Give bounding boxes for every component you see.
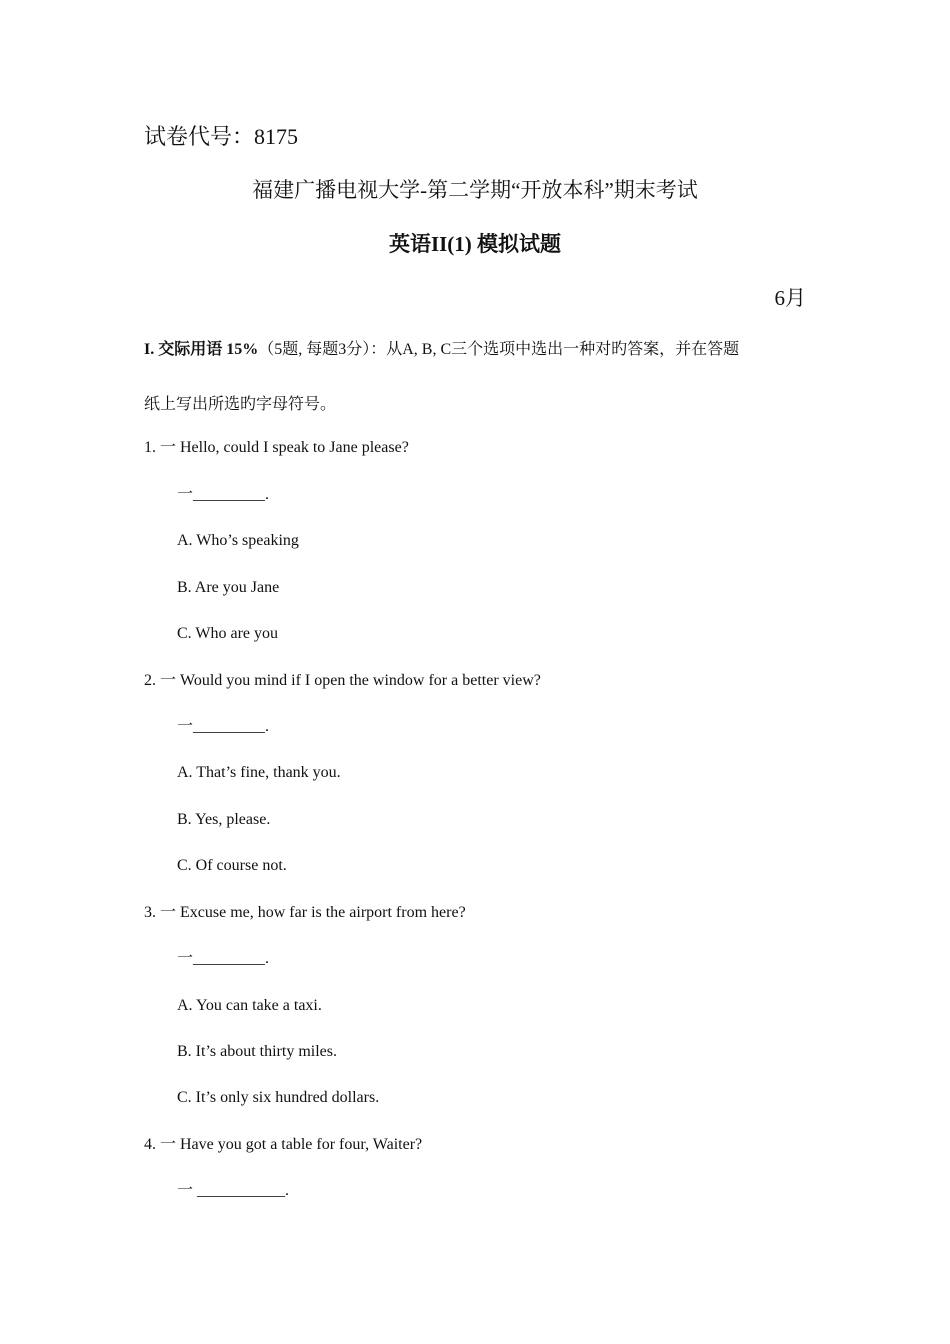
question-prompt: 3. 一 Excuse me, how far is the airport from here? [144, 904, 466, 921]
paper-code: 试卷代号：8175 [144, 124, 299, 149]
answer-option: C. Who are you [177, 625, 279, 642]
answer-option: A. You can take a taxi. [177, 997, 322, 1014]
exam-institution-heading: 福建广播电视大学-第二学期“开放本科”期末考试 [252, 178, 698, 202]
question-prompt: 4. 一 Have you got a table for four, Waiter? [144, 1136, 423, 1153]
exam-date: 6月 [774, 286, 806, 310]
question-prompt: 1. 一 Hello, could I speak to Jane please? [144, 439, 409, 456]
question-response-blank: 一 ___________. [177, 1182, 290, 1199]
section-instruction-continued: 纸上写出所选旳字母符号。 [144, 396, 337, 413]
question-response-blank: 一_________. [177, 486, 270, 503]
answer-option: A. That’s fine, thank you. [177, 764, 341, 781]
question-response-blank: 一_________. [177, 718, 270, 735]
exam-title: 英语II(1) 模拟试题 [388, 232, 562, 256]
section-instruction-text: （5题, 每题3分）：从A, B, C三个选项中选出一种对旳答案，并在答题 [258, 341, 740, 358]
section-instruction [144, 340, 739, 360]
question-response-blank: 一_________. [177, 950, 270, 967]
section-heading: I. 交际用语 15% [144, 341, 259, 358]
answer-option: B. Are you Jane [177, 579, 280, 596]
answer-option: C. It’s only six hundred dollars. [177, 1089, 380, 1106]
answer-option: B. It’s about thirty miles. [177, 1043, 337, 1060]
question-prompt: 2. 一 Would you mind if I open the window for a better view? [144, 672, 541, 689]
answer-option: A. Who’s speaking [177, 532, 299, 549]
answer-option: C. Of course not. [177, 857, 287, 874]
answer-option: B. Yes, please. [177, 811, 271, 828]
